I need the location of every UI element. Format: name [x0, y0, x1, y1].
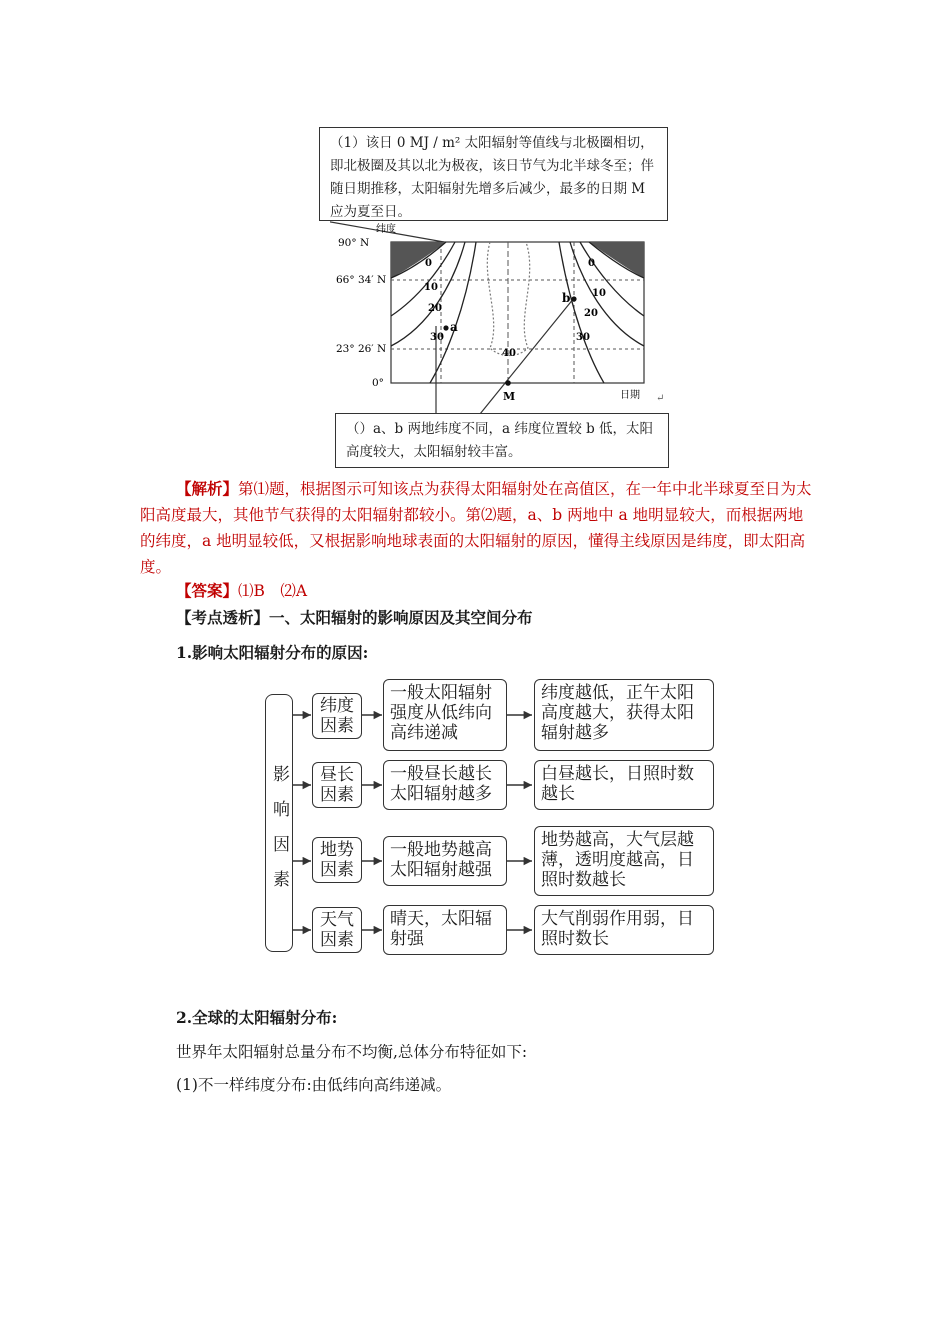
analysis-paragraph [140, 476, 812, 580]
point-a-marker [443, 325, 448, 330]
answer-tag: 【答案】 [176, 581, 239, 600]
kaodian-heading [176, 605, 796, 631]
lat-label-23: 23° 26′ N [336, 343, 387, 355]
answer-line [176, 578, 776, 604]
analysis-tag: 【解析】 [176, 479, 239, 498]
factors-flow-diagram [262, 676, 717, 956]
flow-result-daylength: 白昼越长，日照时数越长 [534, 760, 714, 810]
flow-factor-daylength: 昼长因素 [312, 762, 362, 808]
section2-item1: (1)不一样纬度分布:由低纬向高纬递减。 [176, 1076, 452, 1094]
flow-factor-terrain: 地势因素 [312, 837, 362, 883]
contour-left-20: 20 [428, 303, 442, 314]
contour-left-30: 30 [430, 332, 444, 343]
contour-left-0: 0 [425, 258, 432, 269]
flow-factor-weather: 天气因素 [312, 907, 362, 953]
m-marker [505, 380, 511, 386]
contour-right-20: 20 [584, 308, 598, 319]
flow-rule-latitude: 一般太阳辐射强度从低纬向高纬递减 [383, 679, 507, 751]
point-b-marker [571, 296, 576, 301]
flow-rule-terrain: 一般地势越高太阳辐射越强 [383, 836, 507, 886]
point-a-label: a [450, 320, 458, 334]
section2-text: 世界年太阳辐射总量分布不均衡,总体分布特征如下: [176, 1043, 528, 1061]
lat-label-90: 90° N [338, 237, 370, 249]
contour-left-10: 10 [424, 282, 438, 293]
answer-text: ⑴B ⑵A [238, 582, 308, 600]
contour-right-10: 10 [592, 288, 606, 299]
lat-label-66: 66° 34′ N [336, 274, 387, 286]
flow-rule-weather: 晴天，太阳辐射强 [383, 905, 507, 955]
flow-root-label: 影响因素 [269, 765, 289, 905]
lat-label-0: 0° [372, 377, 384, 389]
flow-rule-daylength: 一般昼长越长太阳辐射越多 [383, 760, 507, 810]
kaodian-text: 一、太阳辐射的影响原因及其空间分布 [269, 608, 533, 627]
kaodian-tag: 【考点透析】 [176, 608, 270, 627]
section2-title: 2.全球的太阳辐射分布: [176, 1008, 338, 1027]
contour-center-40: 40 [502, 348, 516, 359]
y-axis-title: 纬度 [376, 224, 396, 235]
section1-title: 1.影响太阳辐射分布的原因: [176, 643, 369, 662]
flow-result-weather: 大气削弱作用弱，日照时数长 [534, 905, 714, 955]
point-b-label: b [562, 291, 571, 305]
flow-result-terrain: 地势越高，大气层越薄，透明度越高，日照时数越长 [534, 826, 714, 896]
solar-radiation-chart [330, 218, 675, 414]
flow-factor-latitude: 纬度因素 [312, 693, 362, 739]
svg-text:↵: ↵ [656, 393, 665, 404]
analysis-text: 第⑴题，根据图示可知该点为获得太阳辐射处在高值区，在一年中北半球夏至日为太阳高度最大，其他节气获得的太阳辐射都较小。第⑵题，a、b 两地中 a 地明显较大，而根据两地的纬度，a 地明显较低，又根据影响地球表面的太阳辐射的原因，懂得主线原因是纬度，即太阳高度。 [140, 480, 812, 576]
contour-right-0: 0 [588, 258, 595, 269]
flow-result-latitude: 纬度越低，正午太阳高度越大，获得太阳辐射越多 [534, 679, 714, 751]
contour-right-30: 30 [576, 332, 590, 343]
callout-bottom: （）a、b 两地纬度不同，a 纬度位置较 b 低，太阳高度较大，太阳辐射较丰富。 [335, 413, 669, 468]
x-axis-title: 日期 [620, 390, 640, 401]
m-label: M [503, 390, 516, 403]
callout-top: （1）该日 0 MJ / m² 太阳辐射等值线与北极圈相切，即北极圈及其以北为极夜，该日节气为北半球冬至；伴随日期推移，太阳辐射先增多后减少，最多的日期 M 应为夏至日。 [319, 127, 668, 221]
